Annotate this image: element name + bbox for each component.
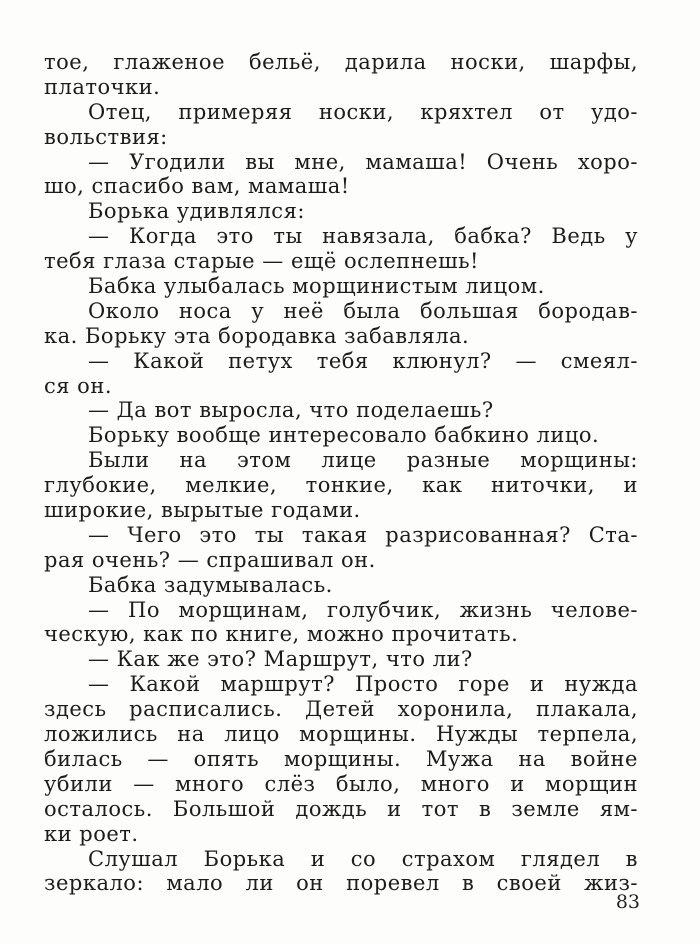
text-line: — Чего это ты такая разрисованная? Ста- xyxy=(88,522,638,547)
text-line: убили — много слёз было, много и морщин xyxy=(44,771,638,796)
text-line: широкие, вырытые годами. xyxy=(44,498,361,523)
text-line: шо, спасибо вам, мамаша! xyxy=(44,174,350,199)
text-line: Отец, примеряя носки, кряхтел от удо- xyxy=(88,99,638,124)
text-line: Борька удивлялся: xyxy=(88,199,305,224)
text-line: Бабка задумывалась. xyxy=(88,572,333,597)
text-line: тое, глаженое бельё, дарила носки, шарфы, xyxy=(44,50,638,74)
text-line: ческую, как по книге, можно прочитать. xyxy=(44,622,519,647)
text-line: платочки. xyxy=(44,74,161,99)
text-line: ся он. xyxy=(44,373,112,398)
text-line: Около носа у неё была большая бородав- xyxy=(88,298,638,323)
text-line: осталось. Большой дождь и тот в земле ям- xyxy=(44,796,638,821)
text-line: ка. Борьку эта бородавка забавляла. xyxy=(44,323,470,348)
text-line: тебя глаза старые — ещё ослепнешь! xyxy=(44,249,480,274)
text-line: Бабка улыбалась морщинистым лицом. xyxy=(88,274,545,299)
text-line: вольствия: xyxy=(44,124,168,149)
text-line: Слушал Борька и со страхом глядел в xyxy=(88,846,638,871)
text-line: Были на этом лице разные морщины: xyxy=(88,448,638,473)
body-text xyxy=(44,50,638,896)
text-line: здесь расписались. Детей хоронила, плакала, xyxy=(44,697,638,722)
text-line: — Какой петух тебя клюнул? — смеял- xyxy=(88,348,638,373)
text-line: рая очень? — спрашивал он. xyxy=(44,547,376,572)
page-number: 83 xyxy=(615,891,640,913)
text-line: глубокие, мелкие, тонкие, как ниточки, и xyxy=(44,473,638,498)
text-line: Борьку вообще интересовало бабкино лицо. xyxy=(88,423,600,448)
text-line: — Когда это ты навязала, бабка? Ведь у xyxy=(88,224,638,249)
text-line: — Как же это? Маршрут, что ли? xyxy=(88,647,473,672)
text-line: — Угодили вы мне, мамаша! Очень хоро- xyxy=(88,149,638,174)
text-line: зеркало: мало ли он поревел в своей жиз- xyxy=(44,871,638,896)
text-line: — Да вот выросла, что поделаешь? xyxy=(88,398,494,423)
text-line: — Какой маршрут? Просто горе и нужда xyxy=(88,672,638,697)
text-line: ки роет. xyxy=(44,821,139,846)
text-line: — По морщинам, голубчик, жизнь челове- xyxy=(88,597,638,622)
text-line: билась — опять морщины. Мужа на войне xyxy=(44,746,638,771)
text-line: ложились на лицо морщины. Нужды терпела, xyxy=(44,722,638,747)
